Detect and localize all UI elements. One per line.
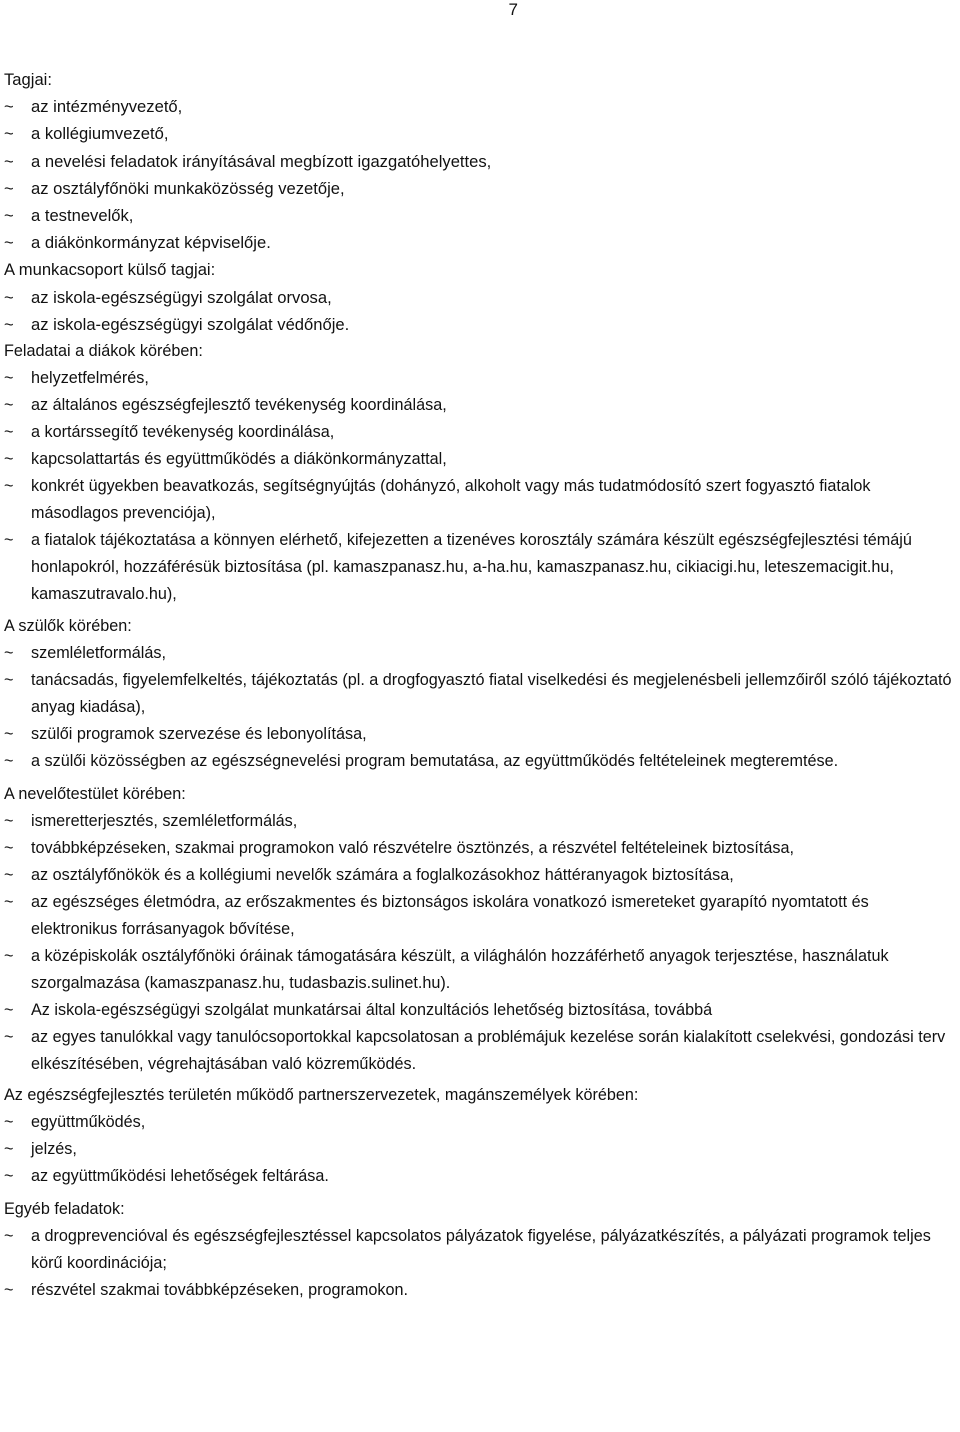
section-staff-tasks <box>4 781 956 1078</box>
task-sections <box>4 338 956 1304</box>
bullet-list <box>4 640 956 775</box>
section-members <box>4 66 956 256</box>
list-item: ~ az általános egészségfejlesztő tevékenység koordinálása, <box>4 392 956 419</box>
section-parent-tasks <box>4 613 956 775</box>
member-sections <box>4 66 956 338</box>
list-item: ~ a kortárssegítő tevékenység koordinálása, <box>4 419 956 446</box>
list-item: ~ az osztályfőnökök és a kollégiumi nevelők számára a foglalkozásokhoz háttéranyagok biztosítása, <box>4 862 956 889</box>
bullet-list <box>4 365 956 608</box>
list-item: ~ az egyes tanulókkal vagy tanulócsoportokkal kapcsolatosan a problémájuk kezelése során kialakított cselekvési, gondozási terv elkészítésében, végrehajtásában való közreműködés. <box>4 1024 956 1078</box>
list-item: ~ a középiskolák osztályfőnöki óráinak támogatására készült, a világhálón hozzáférhető anyagok terjesztése, használatuk szorgalmazása (kamaszpanasz.hu, tudasbazis.sulinet.hu). <box>4 943 956 997</box>
list-item: ~ tanácsadás, figyelemfelkeltés, tájékoztatás (pl. a drogfogyasztó fiatal viselkedési és megjelenésbeli jellemzőiről szóló tájékoztató anyag kiadása), <box>4 667 956 721</box>
list-item: ~ helyzetfelmérés, <box>4 365 956 392</box>
bullet-list <box>4 1109 956 1190</box>
section-external-members <box>4 256 956 338</box>
list-item: ~ az egészséges életmódra, az erőszakmentes és biztonságos iskolára vonatkozó ismereteket gyarapító nyomtatott és elektronikus forrásanyagok bővítése, <box>4 889 956 943</box>
bullet-list <box>4 1223 956 1304</box>
list-item: ~ az iskola-egészségügyi szolgálat védőnője. <box>4 311 956 338</box>
section-other-tasks <box>4 1196 956 1304</box>
list-item: ~ az iskola-egészségügyi szolgálat orvosa, <box>4 284 956 311</box>
list-item: ~ az együttműködési lehetőségek feltárása. <box>4 1163 956 1190</box>
list-item: ~ szülői programok szervezése és lebonyolítása, <box>4 721 956 748</box>
list-item: ~ továbbképzéseken, szakmai programokon való részvételre ösztönzés, a részvétel feltételeinek biztosítása, <box>4 835 956 862</box>
section-heading: A szülők körében: <box>4 617 132 636</box>
section-student-tasks <box>4 338 956 608</box>
list-item: ~ szemléletformálás, <box>4 640 956 667</box>
list-item: ~ Az iskola-egészségügyi szolgálat munkatársai által konzultációs lehetőség biztosítása, továbbá <box>4 997 956 1024</box>
section-heading: Az egészségfejlesztés területén működő partnerszervezetek, magánszemélyek körében: <box>4 1086 639 1105</box>
section-heading: A munkacsoport külső tagjai: <box>4 260 216 280</box>
bullet-list <box>4 93 956 256</box>
section-heading: Feladatai a diákok körében: <box>4 342 203 361</box>
list-item: ~ az osztályfőnöki munkaközösség vezetője, <box>4 175 956 202</box>
section-heading: Egyéb feladatok: <box>4 1200 125 1219</box>
list-item: ~ a nevelési feladatok irányításával megbízott igazgatóhelyettes, <box>4 148 956 175</box>
list-item: ~ az intézményvezető, <box>4 93 956 120</box>
section-heading: Tagjai: <box>4 70 52 89</box>
list-item: ~ együttműködés, <box>4 1109 956 1136</box>
section-partner-tasks <box>4 1082 956 1190</box>
list-item: ~ a szülői közösségben az egészségnevelési program bemutatása, az együttműködés feltételeinek megteremtése. <box>4 748 956 775</box>
bullet-list <box>4 284 956 338</box>
list-item: ~ részvétel szakmai továbbképzéseken, programokon. <box>4 1277 956 1304</box>
list-item: ~ a kollégiumvezető, <box>4 120 956 147</box>
list-item: ~ kapcsolattartás és együttműködés a diákönkormányzattal, <box>4 446 956 473</box>
list-item: ~ ismeretterjesztés, szemléletformálás, <box>4 808 956 835</box>
section-heading: A nevelőtestület körében: <box>4 785 186 804</box>
list-item: ~ a drogprevencióval és egészségfejlesztéssel kapcsolatos pályázatok figyelése, pályázatkészítés, a pályázati programok teljes körű koordinációja; <box>4 1223 956 1277</box>
page-number: 7 <box>508 0 518 19</box>
list-item: ~ a testnevelők, <box>4 202 956 229</box>
document-body <box>4 66 956 1304</box>
list-item: ~ a diákönkormányzat képviselője. <box>4 229 956 256</box>
list-item: ~ jelzés, <box>4 1136 956 1163</box>
bullet-list <box>4 808 956 1078</box>
list-item: ~ a fiatalok tájékoztatása a könnyen elérhető, kifejezetten a tizenéves korosztály számára készült egészségfejlesztési témájú honlapokról, hozzáférésük biztosítása (pl. kamaszpanasz.hu, a-ha.hu, kamaszpanasz.hu, cikiacigi.hu, leteszemacigit.hu, kamaszutravalo.hu), <box>4 527 956 608</box>
list-item: ~ konkrét ügyekben beavatkozás, segítségnyújtás (dohányzó, alkoholt vagy más tudatmódosító szert fogyasztó fiatalok másodlagos prevenciója), <box>4 473 956 527</box>
